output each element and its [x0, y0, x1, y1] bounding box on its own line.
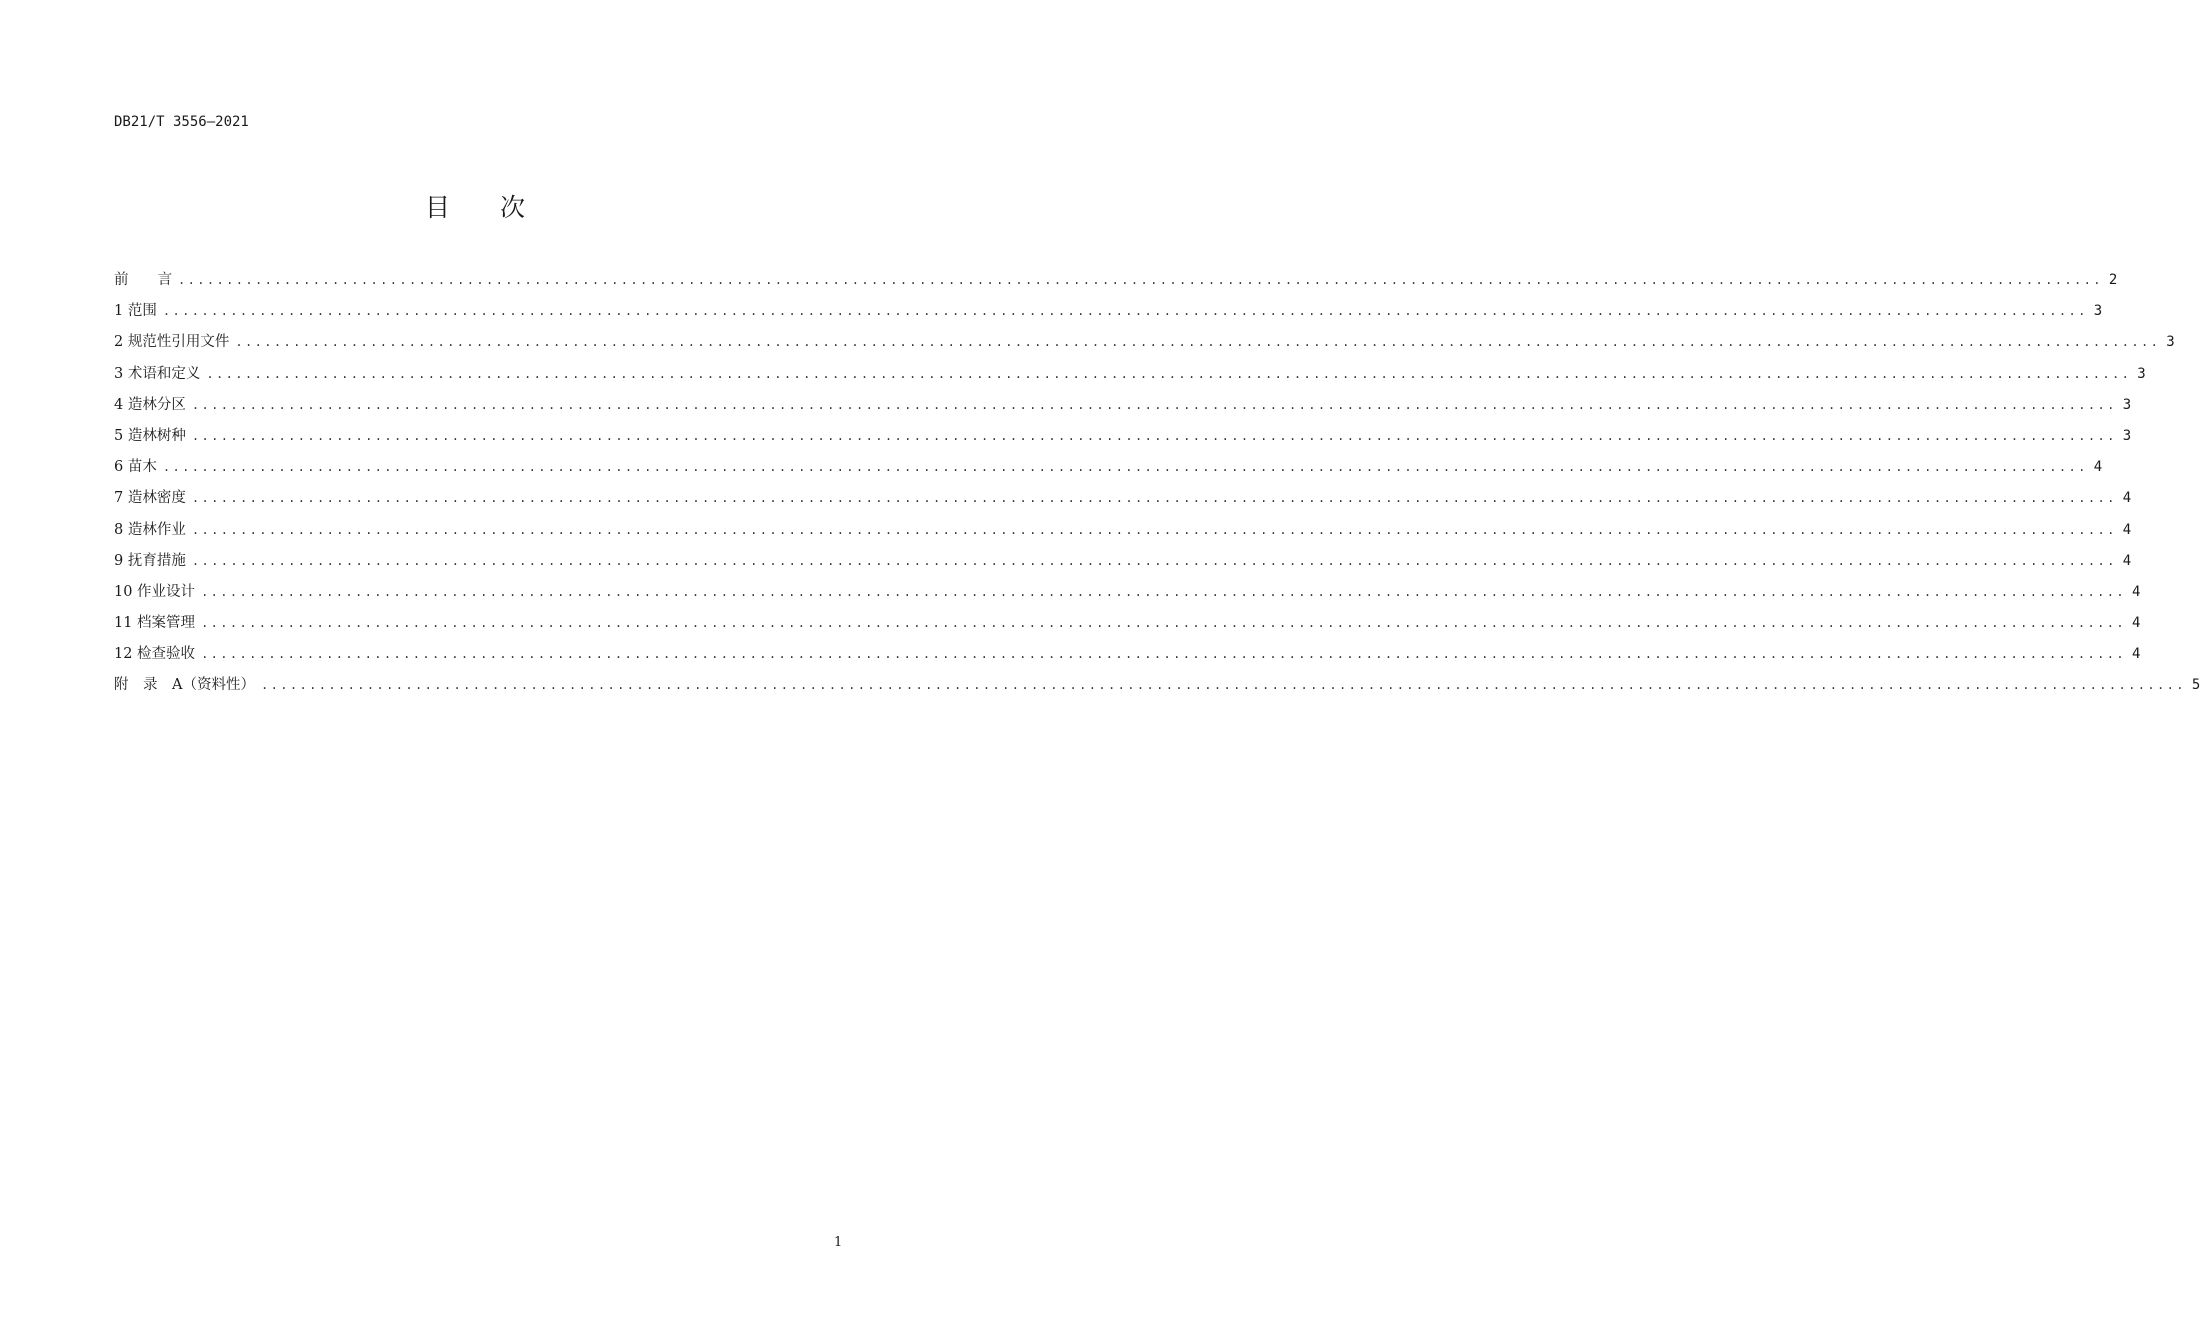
- toc-entry-label: 附 录 A（资料性）: [114, 677, 255, 694]
- page-number: 1: [834, 1235, 843, 1250]
- toc-entry-page: 4: [2131, 646, 2141, 663]
- toc-leader-dots: ........................................................................................................................................................................................................: [201, 584, 2126, 599]
- toc-entry-page: 4: [2122, 521, 2132, 538]
- toc-entry-label: 7 造林密度: [114, 490, 186, 507]
- toc-entry-label: 12 检查验收: [114, 646, 196, 663]
- toc-entry-page: 4: [2131, 583, 2141, 600]
- toc-title-part1: 目: [424, 193, 450, 222]
- toc-entry-appendix-a[interactable]: [114, 673, 2200, 704]
- toc-leader-dots: ........................................................................................................................................................................................................: [191, 428, 2117, 443]
- toc-entry-page: 3: [2137, 365, 2146, 382]
- toc-leader-dots: ........................................................................................................................................................................................................: [235, 335, 2161, 350]
- toc-entry-density[interactable]: [114, 486, 2132, 517]
- toc-entry-normative-references[interactable]: [114, 330, 2175, 361]
- toc-entry-page: 3: [2166, 334, 2175, 351]
- toc-entry-operations[interactable]: [114, 518, 2132, 549]
- toc-entry-label: 6 苗木: [114, 459, 157, 476]
- toc-entry-label: 1 范围: [114, 303, 157, 320]
- toc-entry-page: 3: [2122, 396, 2132, 413]
- toc-entry-records[interactable]: [114, 611, 2141, 642]
- toc-entry-label: 5 造林树种: [114, 427, 186, 444]
- toc-leader-dots: ........................................................................................................................................................................................................: [191, 522, 2117, 537]
- toc-entry-label: 前 言: [114, 272, 172, 288]
- toc-entry-page: 3: [2122, 427, 2132, 444]
- toc-entry-page: 2: [2108, 272, 2118, 288]
- toc-list: [114, 268, 2200, 705]
- toc-leader-dots: ........................................................................................................................................................................................................: [191, 491, 2117, 506]
- toc-entry-foreword[interactable]: [114, 268, 2118, 299]
- toc-entry-page: 4: [2122, 552, 2132, 569]
- toc-entry-design[interactable]: [114, 580, 2141, 611]
- toc-leader-dots: ........................................................................................................................................................................................................: [201, 616, 2126, 631]
- toc-leader-dots: ........................................................................................................................................................................................................: [206, 366, 2132, 381]
- toc-entry-label: 8 造林作业: [114, 521, 186, 538]
- toc-entry-label: 2 规范性引用文件: [114, 334, 230, 351]
- toc-entry-tree-species[interactable]: [114, 424, 2132, 455]
- toc-entry-terms[interactable]: [114, 362, 2146, 393]
- toc-entry-page: 3: [2093, 303, 2103, 320]
- toc-title: [0, 188, 950, 224]
- toc-entry-page: 4: [2122, 490, 2132, 507]
- toc-entry-tending[interactable]: [114, 549, 2132, 580]
- document-code: DB21/T 3556—2021: [114, 114, 249, 130]
- toc-entry-label: 11 档案管理: [114, 615, 196, 632]
- toc-entry-label: 3 术语和定义: [114, 365, 201, 382]
- toc-leader-dots: ........................................................................................................................................................................................................: [201, 647, 2126, 662]
- toc-entry-label: 9 抚育措施: [114, 552, 186, 569]
- toc-title-part2: 次: [500, 193, 526, 222]
- toc-entry-seedlings[interactable]: [114, 455, 2103, 486]
- toc-leader-dots: ........................................................................................................................................................................................................: [191, 553, 2117, 568]
- toc-entry-zoning[interactable]: [114, 393, 2132, 424]
- toc-entry-scope[interactable]: [114, 299, 2103, 330]
- toc-leader-dots: ........................................................................................................................................................................................................: [178, 273, 2103, 287]
- toc-leader-dots: ........................................................................................................................................................................................................: [191, 397, 2117, 412]
- toc-entry-inspection[interactable]: [114, 642, 2141, 673]
- toc-leader-dots: ........................................................................................................................................................................................................: [162, 304, 2088, 319]
- toc-entry-page: 4: [2093, 459, 2103, 476]
- toc-entry-page: 5: [2191, 677, 2200, 694]
- toc-entry-page: 4: [2131, 615, 2141, 632]
- toc-leader-dots: ........................................................................................................................................................................................................: [162, 460, 2088, 475]
- toc-entry-label: 4 造林分区: [114, 396, 186, 413]
- toc-entry-label: 10 作业设计: [114, 583, 196, 600]
- toc-leader-dots: ........................................................................................................................................................................................................: [260, 678, 2186, 693]
